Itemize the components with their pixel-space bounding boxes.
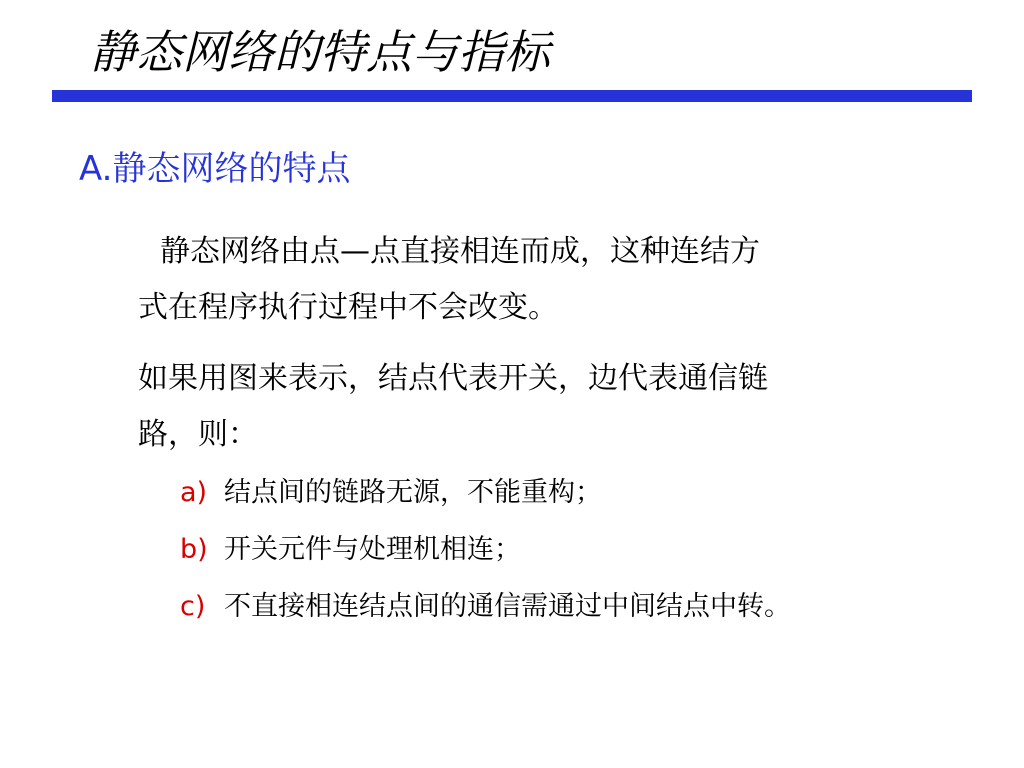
paragraph-line: 静态网络由点—点直接相连而成，这种连结方 bbox=[160, 234, 760, 269]
list-item-text: 不直接相连结点间的通信需通过中间结点中转。 bbox=[224, 591, 791, 622]
list-item bbox=[180, 473, 602, 513]
paragraph-static-network-definition bbox=[138, 224, 988, 336]
paragraph-line: 如果用图来表示，结点代表开关，边代表通信链 bbox=[138, 361, 768, 396]
slide-title: 静态网络的特点与指标 bbox=[90, 25, 550, 79]
list-marker: a) bbox=[180, 477, 208, 508]
list-marker: b) bbox=[180, 534, 208, 565]
section-heading: A.静态网络的特点 bbox=[79, 149, 351, 189]
list-item-text: 开关元件与处理机相连； bbox=[224, 534, 521, 565]
list-marker: c) bbox=[180, 591, 206, 622]
paragraph-graph-representation bbox=[138, 351, 988, 463]
list-item bbox=[180, 587, 791, 627]
list-item bbox=[180, 530, 521, 570]
title-divider bbox=[52, 90, 972, 102]
paragraph-line: 路，则： bbox=[138, 417, 258, 452]
list-item-text: 结点间的链路无源，不能重构； bbox=[224, 477, 602, 508]
paragraph-line: 式在程序执行过程中不会改变。 bbox=[138, 290, 558, 325]
